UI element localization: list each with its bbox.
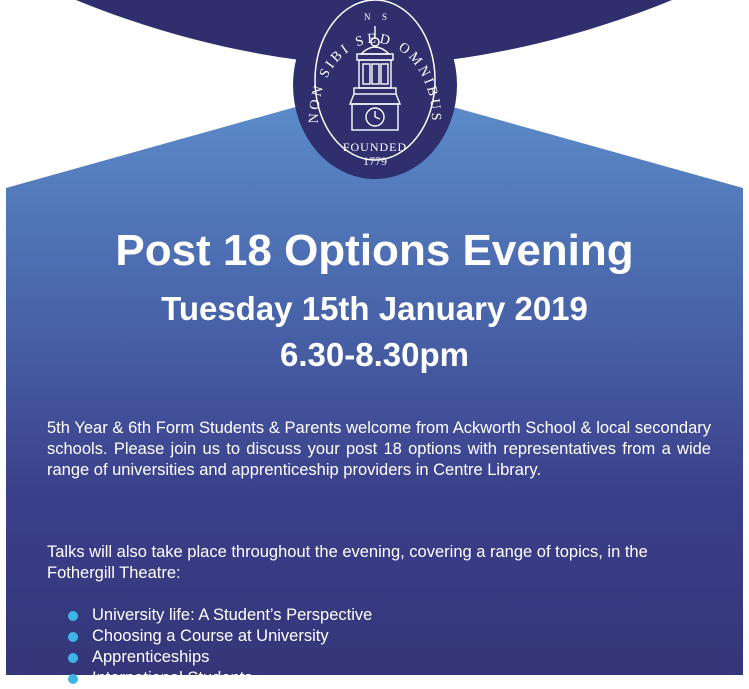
bullet-dot <box>68 632 78 642</box>
bullet-dot <box>68 653 78 663</box>
topic-label: Apprenticeships <box>92 648 210 666</box>
list-item <box>68 605 372 626</box>
bullet-dot <box>68 674 78 684</box>
event-time: 6.30-8.30pm <box>280 336 469 373</box>
bullet-dot <box>68 611 78 621</box>
intro-paragraph: 5th Year & 6th Form Students & Parents welcome from Ackworth School & local secondary schools. Please join us to discuss your post 18 options with representatives from a wide range of universities and apprenticeship providers in Centre Library. <box>47 419 711 479</box>
crest-founded-year: 1779 <box>363 154 387 168</box>
list-item <box>68 626 372 647</box>
event-title: Post 18 Options Evening <box>115 226 634 275</box>
crest-motto: NON SIBI SED OMNIBUS <box>306 31 444 124</box>
list-item <box>68 647 372 668</box>
topic-label: Choosing a Course at University <box>92 627 329 645</box>
compass-n: N <box>364 12 371 22</box>
poster <box>6 0 743 687</box>
school-crest-logo <box>292 0 458 180</box>
compass-s: S <box>382 12 388 22</box>
topic-label: University life: A Student’s Perspective <box>92 606 373 624</box>
event-date: Tuesday 15th January 2019 <box>161 290 588 327</box>
topics-list <box>68 605 372 689</box>
topic-label: International Students <box>92 669 253 687</box>
talks-paragraph: Talks will also take place throughout the evening, covering a range of topics, in the Fothergill Theatre: <box>47 543 648 582</box>
crest-founded-label: FOUNDED <box>342 140 408 154</box>
list-item <box>68 668 372 689</box>
